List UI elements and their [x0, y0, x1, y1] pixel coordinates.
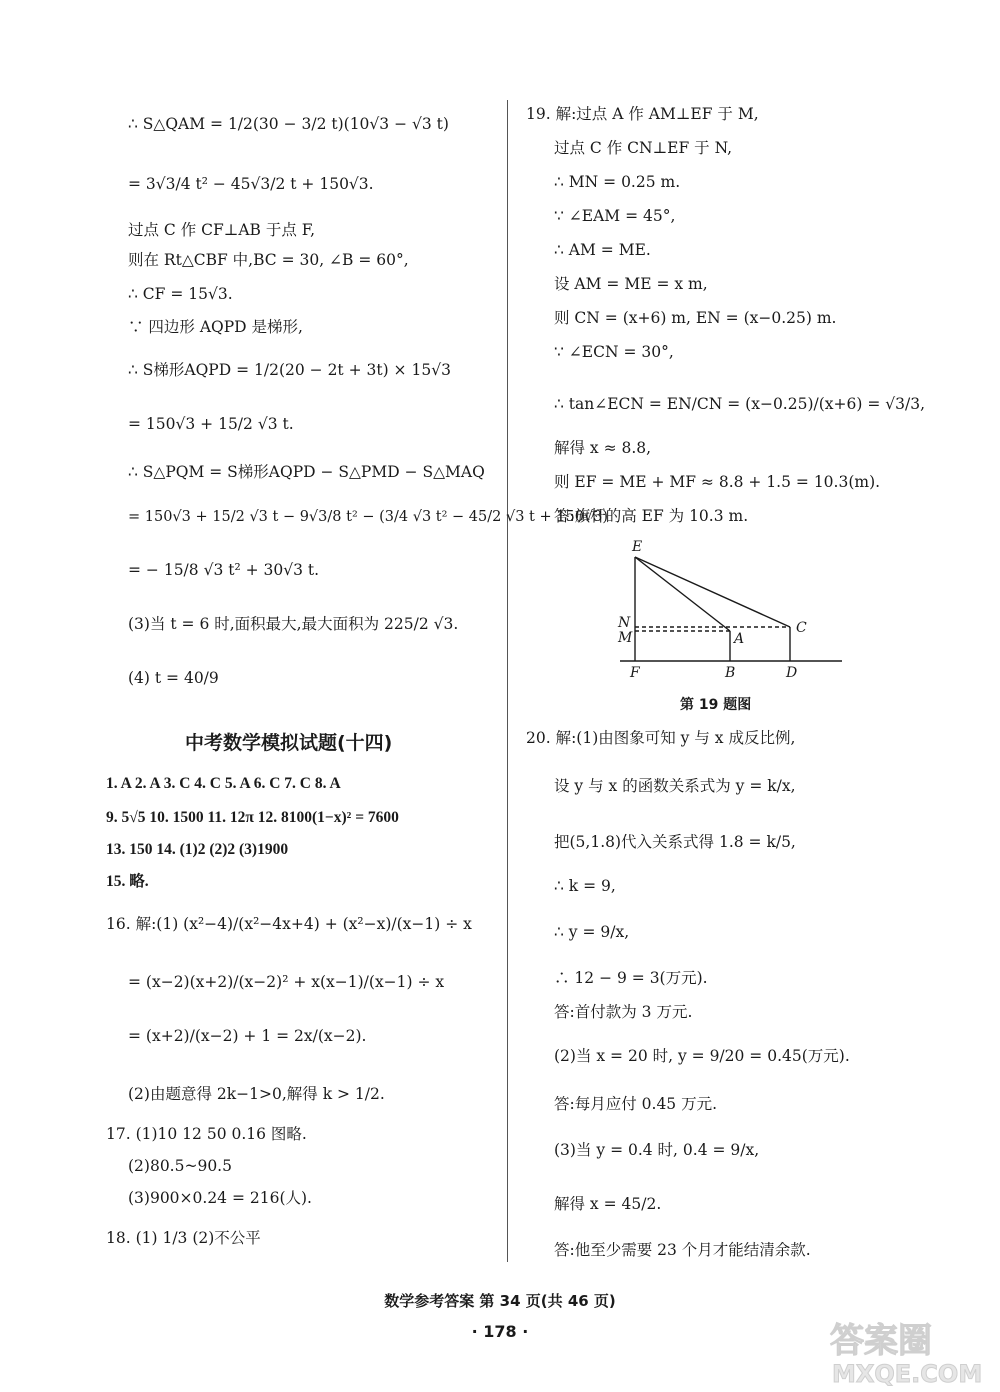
label-b: B [725, 665, 736, 681]
answer-line-12: 18. (1) 1/3 (2)不公平 [106, 1229, 261, 1247]
right-line-19: 答:首付款为 3 万元. [554, 1003, 693, 1021]
answer-line-4: 15. 略. [106, 873, 149, 890]
right-line-10: 解得 x ≈ 8.8, [554, 439, 652, 457]
label-d: D [786, 665, 798, 681]
left-line-3: 过点 C 作 CF⊥AB 于点 F, [128, 221, 316, 239]
right-line-21: 答:每月应付 0.45 万元. [554, 1095, 718, 1113]
answer-line-2: 9. 5√5 10. 1500 11. 12π 12. 8100(1−x)² = 7600 [106, 809, 399, 826]
answer-line-11: (3)900×0.24 = 216(人). [128, 1189, 312, 1207]
answer-line-6: = (x−2)(x+2)/(x−2)² + x(x−1)/(x−1) ÷ x [128, 973, 445, 991]
left-line-6: ∵ 四边形 AQPD 是梯形, [128, 318, 303, 336]
right-line-7: 则 CN = (x+6) m, EN = (x−0.25) m. [554, 309, 837, 327]
right-line-16: ∴ k = 9, [554, 877, 616, 895]
right-line-6: 设 AM = ME = x m, [554, 275, 708, 293]
right-line-1: 19. 解:过点 A 作 AM⊥EF 于 M, [526, 105, 759, 123]
column-divider [507, 100, 508, 1262]
right-line-17: ∴ y = 9/x, [554, 923, 630, 941]
left-line-12: (3)当 t = 6 时,面积最大,最大面积为 225/2 √3. [128, 615, 459, 633]
right-line-20: (2)当 x = 20 时, y = 9/20 = 0.45(万元). [554, 1047, 850, 1065]
answer-line-1: 1. A 2. A 3. C 4. C 5. A 6. C 7. C 8. A [106, 775, 341, 792]
right-line-5: ∴ AM = ME. [554, 241, 651, 259]
label-m: M [618, 630, 633, 646]
left-line-1: ∴ S△QAM = 1/2(30 − 3/2 t)(10√3 − √3 t) [128, 115, 449, 133]
right-line-15: 把(5,1.8)代入关系式得 1.8 = k/5, [554, 833, 796, 851]
page-number: · 178 · [471, 1322, 529, 1341]
left-line-13: (4) t = 40/9 [128, 669, 219, 687]
answer-line-7: = (x+2)/(x−2) + 1 = 2x/(x−2). [128, 1027, 367, 1045]
right-line-23: 解得 x = 45/2. [554, 1195, 662, 1213]
left-line-11: = − 15/8 √3 t² + 30√3 t. [128, 561, 320, 579]
right-line-24: 答:他至少需要 23 个月才能结清余款. [554, 1241, 811, 1259]
right-line-18: ∴ 12 − 9 = 3(万元). [554, 969, 708, 987]
right-line-12: 答:旗杆的高 EF 为 10.3 m. [554, 507, 749, 525]
left-line-5: ∴ CF = 15√3. [128, 285, 233, 303]
label-c: C [796, 620, 807, 636]
footer-label: 数学参考答案 第 34 页(共 46 页) [384, 1292, 616, 1310]
answer-line-10: (2)80.5~90.5 [128, 1157, 232, 1175]
label-a: A [734, 631, 745, 647]
left-line-2: = 3√3/4 t² − 45√3/2 t + 150√3. [128, 175, 374, 193]
section-title: 中考数学模拟试题(十四) [185, 732, 393, 754]
right-line-8: ∵ ∠ECN = 30°, [554, 343, 674, 361]
right-line-2: 过点 C 作 CN⊥EF 于 N, [554, 139, 733, 157]
right-line-9: ∴ tan∠ECN = EN/CN = (x−0.25)/(x+6) = √3/3, [554, 395, 926, 413]
answer-line-8: (2)由题意得 2k−1>0,解得 k > 1/2. [128, 1085, 385, 1103]
label-n: N [618, 615, 631, 631]
watermark-text: 答案圈 [830, 1321, 932, 1361]
watermark-logo [820, 1310, 990, 1390]
answer-line-3: 13. 150 14. (1)2 (2)2 (3)1900 [106, 841, 289, 858]
label-f: F [630, 665, 640, 681]
label-e: E [632, 539, 643, 555]
right-line-4: ∵ ∠EAM = 45°, [554, 207, 676, 225]
right-line-11: 则 EF = ME + MF ≈ 8.8 + 1.5 = 10.3(m). [554, 473, 881, 491]
right-line-22: (3)当 y = 0.4 时, 0.4 = 9/x, [554, 1141, 760, 1159]
left-line-8: = 150√3 + 15/2 √3 t. [128, 415, 294, 433]
left-line-10: = 150√3 + 15/2 √3 t − 9√3/8 t² − (3/4 √3 t² − 45/2 √3 t + 150√3) [128, 509, 609, 525]
right-line-3: ∴ MN = 0.25 m. [554, 173, 681, 191]
figure-caption: 第 19 题图 [680, 697, 752, 713]
left-line-4: 则在 Rt△CBF 中,BC = 30, ∠B = 60°, [128, 251, 409, 269]
right-line-13: 20. 解:(1)由图象可知 y 与 x 成反比例, [526, 729, 796, 747]
left-line-7: ∴ S梯形AQPD = 1/2(20 − 2t + 3t) × 15√3 [128, 361, 451, 379]
watermark-url: MXQE.COM [832, 1360, 983, 1388]
answer-line-5: 16. 解:(1) (x²−4)/(x²−4x+4) + (x²−x)/(x−1) ÷ x [106, 915, 472, 933]
right-line-14: 设 y 与 x 的函数关系式为 y = k/x, [554, 777, 796, 795]
answer-line-9: 17. (1)10 12 50 0.16 图略. [106, 1125, 307, 1143]
left-line-9: ∴ S△PQM = S梯形AQPD − S△PMD − S△MAQ [128, 463, 485, 481]
geometry-figure [610, 535, 850, 685]
